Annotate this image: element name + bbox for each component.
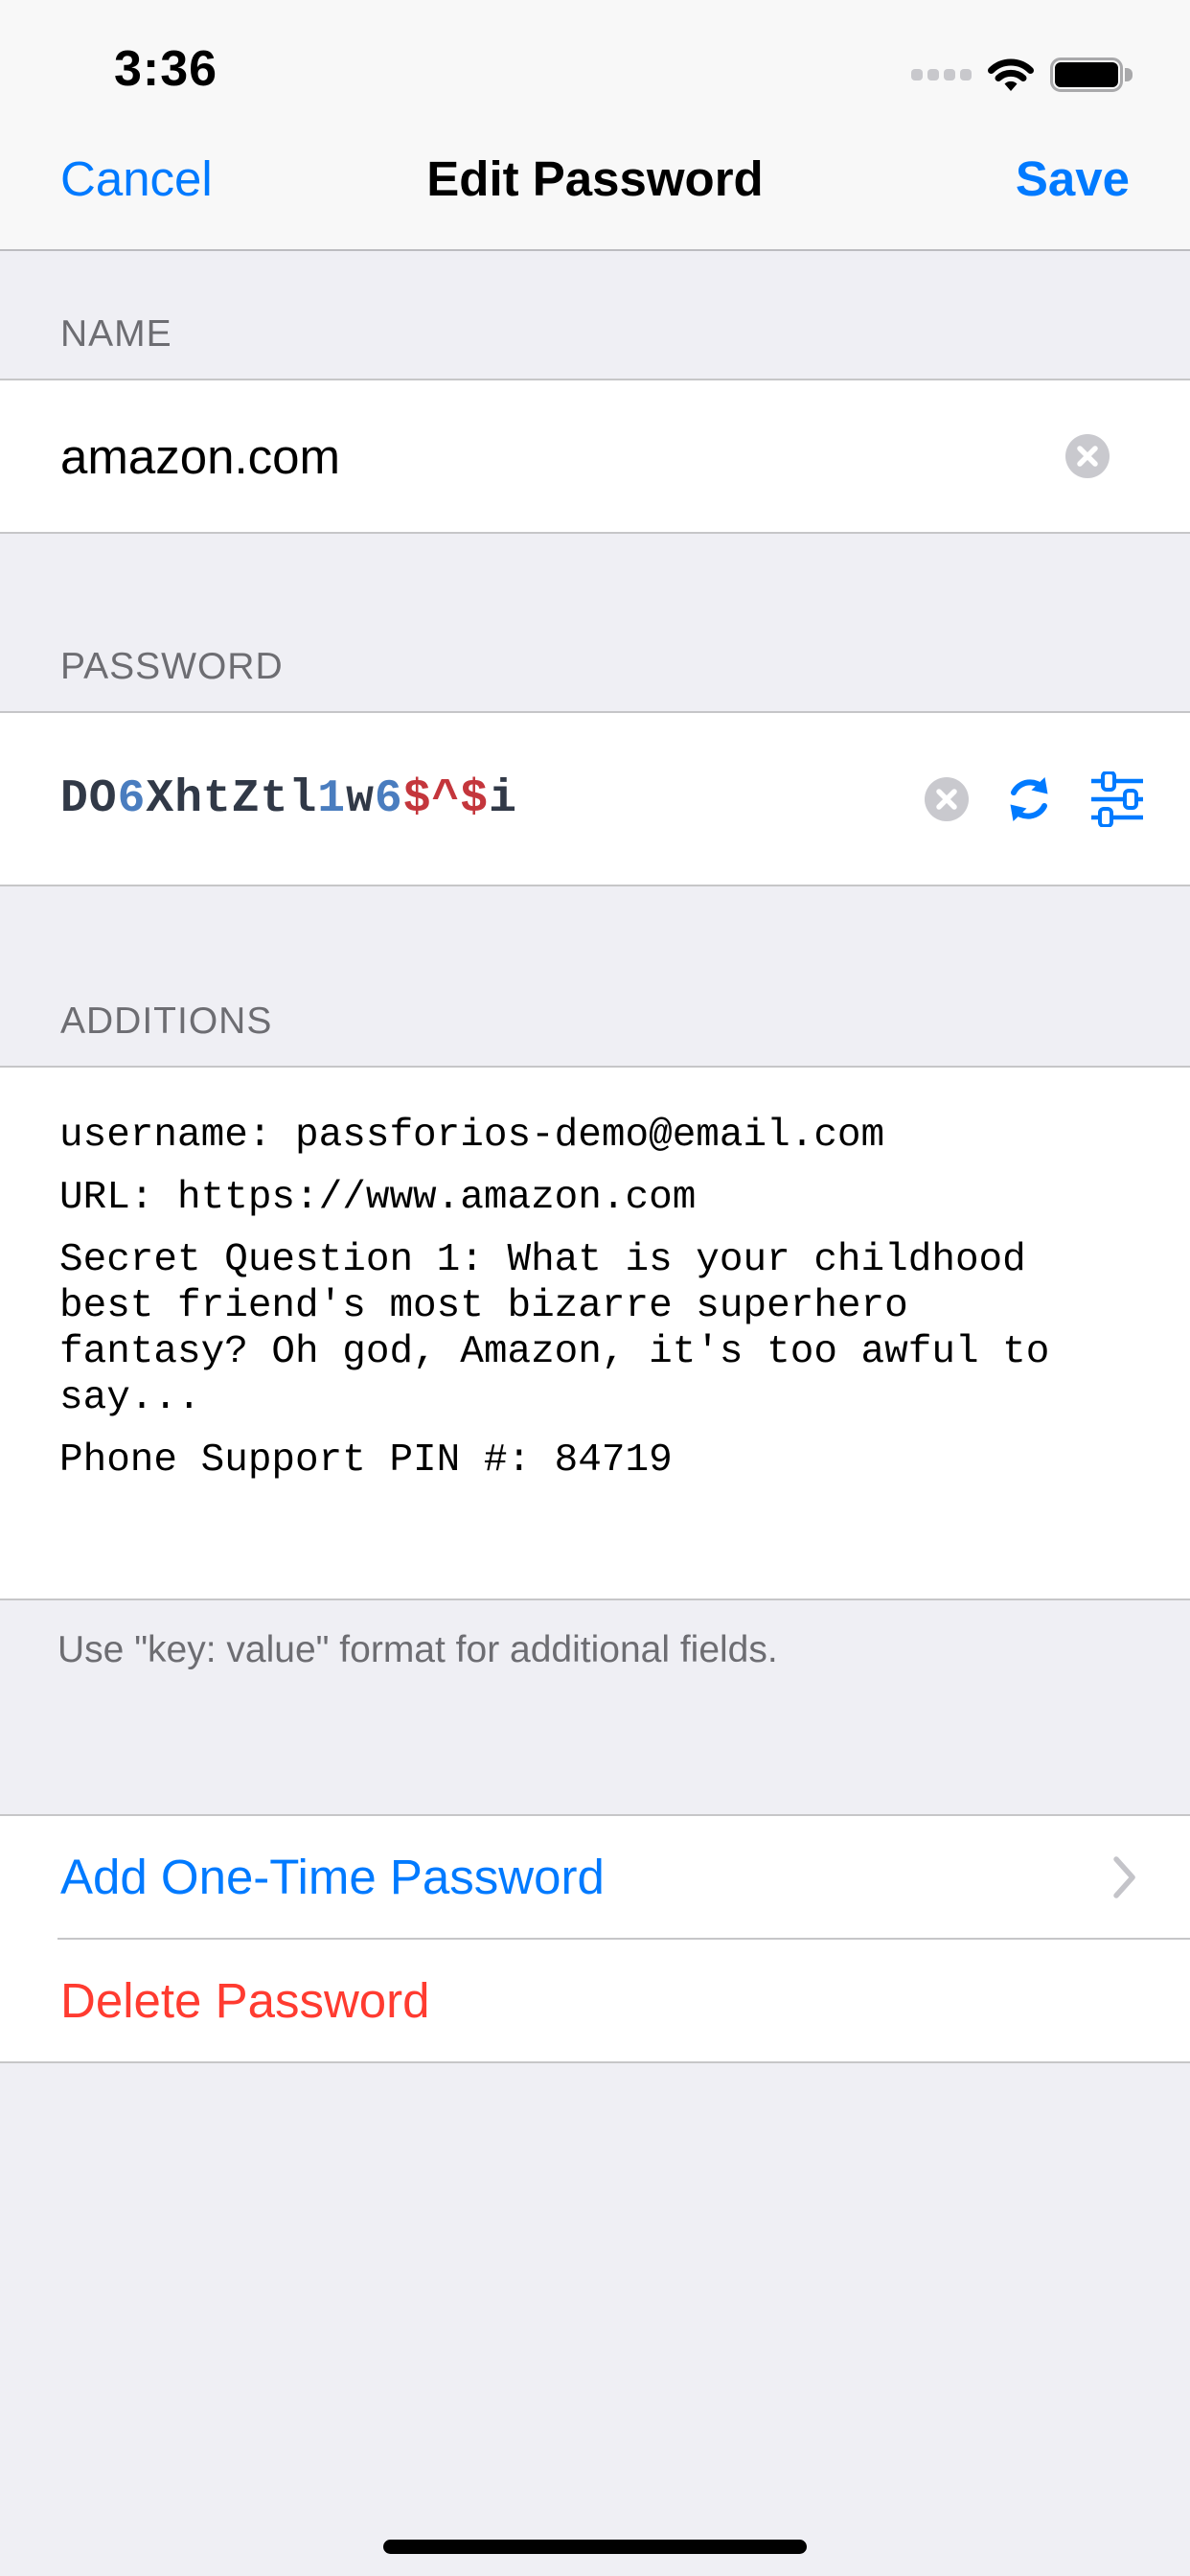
action-group — [0, 1814, 1190, 2063]
additions-textarea[interactable]: username: passforios-demo@email.com URL: https://www.amazon.com Secret Question 1: What is your childhood best friend's most bizarre superhero fantasy? Oh god, Amazon, it's too awful to say... Phone Support PIN #: 84719 — [0, 1066, 1190, 1598]
additions-section-label: ADDITIONS — [60, 1000, 273, 1042]
battery-icon — [1050, 58, 1133, 92]
cancel-button[interactable]: Cancel — [60, 150, 213, 206]
clear-password-button[interactable] — [925, 777, 969, 821]
clear-name-button[interactable] — [1065, 434, 1110, 478]
chevron-right-icon — [1112, 1855, 1137, 1899]
status-bar — [0, 0, 1190, 107]
password-section-label: PASSWORD — [60, 646, 284, 687]
cellular-signal-icon — [911, 69, 972, 80]
password-settings-button[interactable] — [1089, 771, 1145, 827]
save-button[interactable]: Save — [1015, 150, 1130, 206]
name-row — [0, 379, 1190, 534]
regenerate-password-button[interactable] — [1003, 773, 1055, 825]
x-icon — [935, 788, 958, 811]
delete-password-button[interactable] — [0, 1940, 1190, 2061]
status-icons — [911, 56, 1133, 107]
password-row-icons — [925, 771, 1145, 827]
top-bar — [0, 0, 1190, 251]
password-section-header — [0, 534, 1190, 711]
password-row — [0, 711, 1190, 886]
status-time: 3:36 — [114, 41, 218, 97]
bottom-area — [0, 2063, 1190, 2576]
page-title: Edit Password — [426, 150, 764, 206]
name-input[interactable]: amazon.com — [60, 428, 340, 484]
sliders-icon — [1089, 771, 1145, 827]
additions-section-header — [0, 886, 1190, 1066]
refresh-arrows-icon — [1003, 773, 1055, 825]
wifi-icon — [986, 56, 1036, 94]
name-section-label: NAME — [60, 313, 172, 355]
navigation-bar — [0, 107, 1190, 249]
additions-footer-text: Use "key: value" format for additional fields. — [57, 1629, 778, 1670]
add-otp-button[interactable] — [0, 1816, 1190, 1938]
password-input[interactable]: DO6XhtZtl1w6$^$i — [60, 772, 517, 825]
additions-footer — [0, 1598, 1190, 1814]
home-indicator[interactable] — [383, 2540, 807, 2554]
delete-password-label: Delete Password — [60, 1973, 430, 2028]
x-icon — [1076, 445, 1099, 468]
name-section-header — [0, 251, 1190, 379]
add-otp-label: Add One-Time Password — [60, 1850, 605, 1904]
